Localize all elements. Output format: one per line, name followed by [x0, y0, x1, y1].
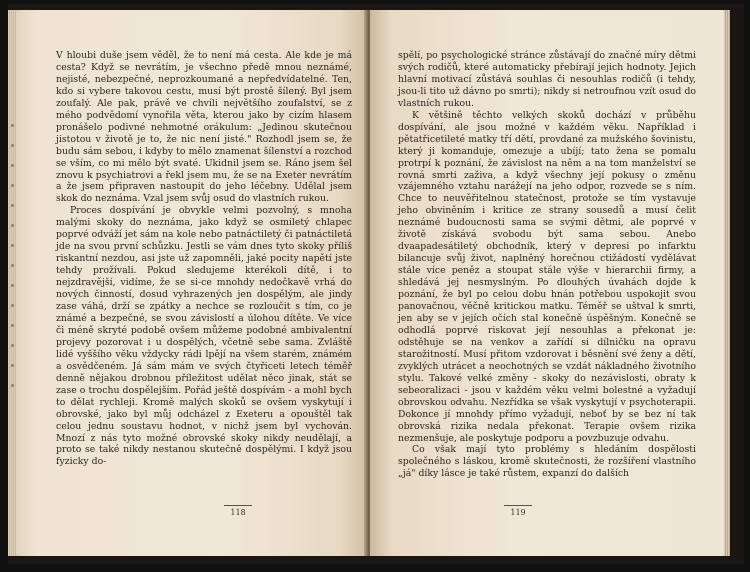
paragraph: K většině těchto velkých skoků dochází v průběhu dospívání, ale jsou možné v každém věku. Například i pětatřicetileté matky tří dětí, provdané za mužského šovinistu, který ji komanduje, omezuje a ubíjí; tato žena se pomalu protrpí k poznání, že závislost na něm a na tom manželství se rovná smrti zaživa, a když všechny její pokusy o změnu vzájemného vztahu narážejí na jeho odpor, rozvede se s ním. Chce to neuvěřitelnou statečnost, protože se tím vystavuje jeho obviněním i kritice ze strany sousedů a musí čelit neznámé budoucnosti sama se svými dětmi, ale poprvé v životě získává svobodu být sama sebou. Anebo dvaapadesátiletý obchodník, který v depresi po infarktu bilancuje svůj život, naplněný horečnou ctižádostí vydělávat stále více peněz a stoupat stále výše v hierarchii firmy, a shledává jej nesmyslným. Po dlouhých úvahách dojde k poznání, že byl po celou dobu hnán potřebou uspokojit svou panovačnou, věčně kritickou matku. Téměř se uštval k smrti, jen aby se v jejích očích stal konečně úspěšným. Konečně se odhodlá poprvé riskovat její nesouhlas a překonat je: odstěhuje se na venkov a zařídí si dílničku na opravu starožitností. Musí přitom vzdorovat i běsnění své ženy a dětí, zvyklých utrácet a neochotných se vzdát nákladného životního stylu. Takové velké změny - skoky do nezávislosti, obraty k sebeoralizaci - jsou v každém věku velmi bolestné a vyžadují obrovskou odvahu. Nezřídka se však vyskytují v psychoterapii. Dokonce jí mnohdy přímo vyžadují, neboť by se bez ní tak obrovská rizika nedala překonat. Terapie ovšem rizika nezmenšuje, ale poskytuje podporu a povzbuzuje odvahu.: [398, 109, 696, 444]
left-page: [16, 10, 368, 556]
paragraph: Proces dospívání je obvykle velmi pozvolný, s mnoha malými skoky do neznáma, jako když se osmiletý chlapec poprvé odváží jet sám na kole nebo patnáctiletý či patnáctiletá jde na svou první schůzku. Jestli se vám dnes tyto skoky příliš riskantní nezdou, asi jste už zapomněli, jaké pocity napětí jste tehdy prožívali. Pokud sledujeme kterékoli dítě, i to nejzdravější, vidíme, že se si-ce mnohdy nedočkavě vrhá do nových činností, dosud vyhrazených jen dospělým, ale jindy zase váhá, drží se zpátky a nechce se rozloučit s tím, co je známé a bezpečné, se svou závislostí a úlohou dítěte. Ve více či méně skryté podobě ovšem můžeme podobné ambivalentní projevy pozorovat i u dospělých, včetně sebe sama. Zvláště lidé vyššího věku vždycky rádi lpějí na všem starém, známém a osvědčeném. Já sám mám ve svých čtyřiceti letech téměř denně nějakou drobnou příležitost udělat něco jinak, stát se zase o trochu dospělejším. Pořád ještě dospívám - a mohl bych to dělat rychleji. Kromě malých skoků se ovšem vyskytují i obrovské, jako byl můj odcházel z Exeteru a opouštěl tak celou jednu soustavu hodnot, v nichž jsem byl vychován. Mnozí z nás tyto možné obrovské skoky nikdy neudělají, a proto se také nikdy nestanou skutečně dospělými. I když jsou fyzicky do-: [56, 205, 352, 468]
left-page-text: [56, 50, 352, 468]
page-number: 118: [218, 508, 258, 517]
right-page-edges: [724, 10, 730, 556]
paragraph: spělí, po psychologické stránce zůstávají do značné míry dětmi svých rodičů, které automaticky přebírají jejich hodnoty. Jejich hlavní motivací zůstává souhlas či nesouhlas rodičů (i tehdy, jsou-li tito už dávno po smrti); nikdy si netroufnou vzít osud do vlastních rukou.: [398, 50, 696, 109]
paragraph: Co však mají tyto problémy s hledáním dospělosti společného s láskou, kromě skutečnosti, že rozšíření vlastního „já" díky lásce je také růstem, expanzí do dalších: [398, 444, 696, 480]
right-page-text: [398, 50, 696, 480]
page-number: 119: [498, 508, 538, 517]
paragraph: V hloubi duše jsem věděl, že to není má cesta. Ale kde je má cesta? Když se nevrátím, je všechno předě mnou neznámé, nejisté, nebezpečné, neprozkoumané a nepředvídatelné. Ten, kdo si vybere takovou cestu, musí být prostě šílený. Byl jsem zoufalý. Ale pak, právě ve chvíli největšího zoufalství, se z mého podvědomí vynořila věta, kterou jako by cizím hlasem pronášelo podivné nehmotné orákulum: „Jedinou skutečnou jistotou v životě je to, že nic není jisté." Rozhodl jsem se, že budu sám sebou, i kdyby to mělo znamenat šílenství a rozchod se vším, co mi mělo být svaté. Ukidnil jsem se. Ráno jsem šel znovu k psychiatrovi a řekl jsem mu, že se na Exeter nevrátím a že jsem připraven nastoupit do jeho léčebny. Udělal jsem skok do neznáma. Vzal jsem svůj osud do vlastních rukou.: [56, 50, 352, 205]
right-page: [370, 10, 726, 556]
open-book: [8, 4, 744, 564]
